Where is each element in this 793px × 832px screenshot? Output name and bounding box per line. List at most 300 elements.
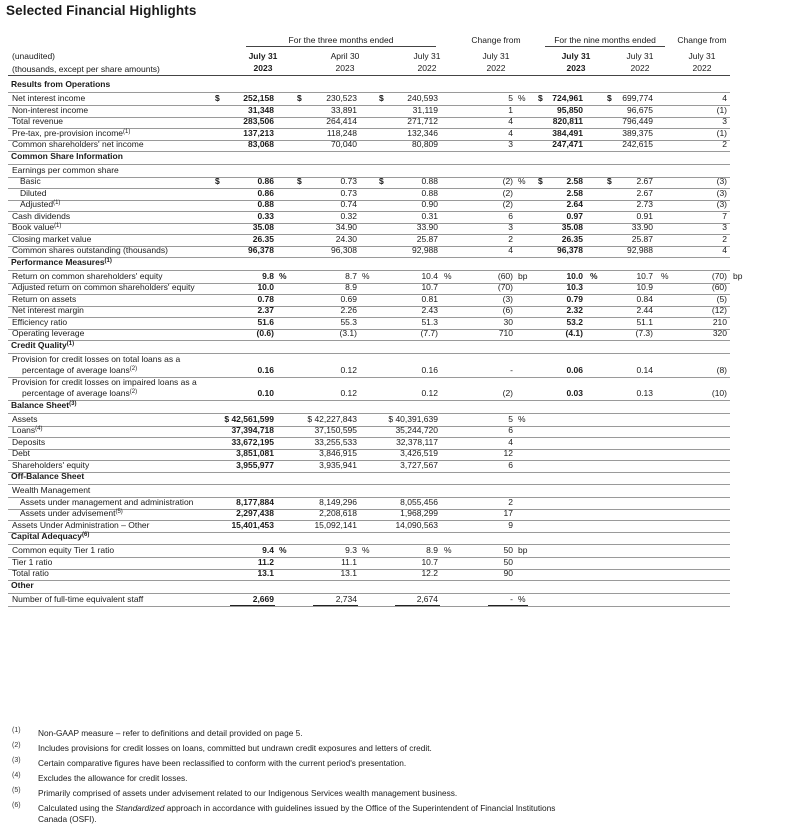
footnote-ref: (2): [129, 388, 138, 395]
row-label-text: Net interest margin: [12, 305, 84, 315]
value-cell: 132,346: [407, 127, 438, 138]
footnote-ref: (1): [66, 340, 75, 347]
section-label: Performance Measures: [11, 256, 105, 267]
footnote-number: (2): [12, 742, 21, 749]
unit-cell: %: [444, 545, 452, 555]
header-col-month: July 31: [688, 51, 716, 61]
value-cell: 10.4: [421, 270, 438, 281]
value-cell: 15,092,141: [314, 519, 357, 530]
row-label-text: Diluted: [20, 187, 47, 198]
row-label-text: Tier 1 ratio: [12, 556, 53, 567]
value-cell: (6): [502, 305, 513, 315]
row-label-text: Net interest income: [12, 93, 86, 103]
value-cell: 0.33: [257, 210, 274, 221]
row-label-text: Pre-tax, pre-provision income: [12, 127, 124, 138]
currency-sign: $: [215, 93, 220, 103]
value-cell: (2): [502, 176, 513, 186]
value-cell: 230,523: [326, 93, 357, 103]
header-col-month: July 31: [482, 51, 510, 61]
value-cell: 95,850: [557, 104, 583, 115]
value-cell: 0.78: [257, 293, 274, 304]
value-cell: (3): [716, 199, 727, 209]
value-cell: 24.30: [335, 233, 357, 244]
value-cell: 6: [508, 459, 513, 470]
row-label-text: Operating leverage: [12, 328, 85, 338]
row-label: Provision for credit losses on impaired loans as a: [12, 376, 197, 387]
value-cell: 0.74: [340, 199, 357, 209]
value-cell: 32,378,117: [396, 436, 438, 447]
header-col-year: 2022: [417, 63, 437, 73]
value-cell: 0.73: [340, 176, 357, 186]
section-label: Results from Operations: [11, 79, 111, 89]
value-cell: 0.31: [421, 210, 438, 221]
value-cell: 80,809: [412, 139, 438, 149]
header-col-month: July 31: [248, 51, 278, 61]
header-col-year: 2023: [253, 63, 273, 73]
value-cell: 92,988: [412, 245, 438, 255]
value-cell: (3): [502, 293, 513, 304]
row-label-text: Common shareholders' net income: [12, 139, 144, 149]
unit-cell: bp: [733, 270, 743, 281]
value-cell: 724,961: [552, 93, 583, 103]
value-cell: (60): [711, 282, 727, 292]
currency-sign: $: [379, 176, 384, 186]
row-label-text: Return on common shareholders' equity: [12, 270, 163, 281]
value-cell: 2.67: [636, 187, 653, 198]
section-header: [11, 531, 311, 542]
value-cell: (2): [502, 187, 513, 198]
value-cell: 0.88: [257, 199, 274, 209]
row-label-text: Number of full-time equivalent staff: [12, 593, 144, 604]
row-label-text: Assets: [12, 413, 38, 424]
value-cell: 0.12: [421, 387, 438, 398]
value-cell: 0.13: [636, 387, 653, 398]
rule-line: [488, 605, 528, 606]
value-cell: 8,055,456: [400, 496, 438, 507]
header-units: (thousands, except per share amounts): [12, 64, 160, 74]
value-cell: 4: [508, 245, 513, 255]
footnote-text: Canada (OSFI).: [38, 814, 97, 824]
value-cell: 31,119: [412, 104, 438, 115]
value-cell: 820,811: [552, 116, 583, 126]
footnote-text-emphasis: Standardized: [115, 803, 165, 813]
footnote-text-part: Calculated using the: [38, 803, 116, 813]
footnote-text-part: approach in accordance with guidelines issued by the Office of the Superintendent of Financial Institutions: [164, 803, 556, 813]
value-cell: (3): [716, 187, 727, 198]
value-cell: 0.88: [421, 187, 438, 198]
value-cell: 8.9: [426, 545, 438, 555]
value-cell: 70,040: [331, 139, 357, 149]
value-cell: 252,158: [243, 93, 274, 103]
value-cell: $ 42,561,599: [224, 413, 274, 424]
section-header: [11, 580, 311, 591]
row-label-text: Debt: [12, 448, 30, 458]
section-label: Balance Sheet: [11, 399, 70, 410]
value-cell: 0.86: [257, 176, 274, 186]
value-cell: 0.03: [566, 387, 583, 398]
value-cell: 3: [722, 222, 727, 232]
value-cell: 5: [508, 413, 513, 424]
value-cell: 710: [498, 328, 513, 338]
value-cell: 2,734: [335, 593, 357, 604]
value-cell: 1,968,299: [400, 508, 438, 518]
row-label-text: Efficiency ratio: [12, 316, 68, 327]
value-cell: 283,506: [243, 116, 274, 126]
footnote-ref: (4): [35, 426, 43, 432]
row-label-text: Total revenue: [12, 116, 64, 126]
value-cell: 2.43: [421, 305, 438, 315]
value-cell: 3: [508, 139, 513, 149]
footnote-ref: (1): [104, 257, 112, 264]
row-label-text: Closing market value: [12, 233, 92, 244]
value-cell: 2,674: [416, 593, 438, 604]
row-label-text: Deposits: [12, 436, 46, 447]
footnote-ref: (1): [53, 200, 61, 206]
value-cell: 3: [722, 116, 727, 126]
value-cell: 35.08: [252, 222, 274, 232]
value-cell: 14,090,563: [395, 519, 438, 530]
value-cell: 31,348: [248, 104, 274, 115]
value-cell: 699,774: [622, 93, 653, 103]
value-cell: (4.1): [565, 328, 583, 338]
header-col-month: April 30: [330, 51, 360, 61]
value-cell: 0.12: [340, 387, 357, 398]
value-cell: (60): [497, 270, 513, 281]
value-cell: 0.79: [566, 293, 583, 304]
value-cell: 2.67: [636, 176, 653, 186]
unit-cell: %: [590, 270, 598, 281]
value-cell: 0.86: [257, 187, 274, 198]
value-cell: 37,150,595: [314, 425, 357, 435]
value-cell: 33,255,533: [314, 436, 357, 447]
header-three-months: For the three months ended: [288, 35, 394, 45]
header-col-month: July 31: [413, 51, 441, 61]
row-label-cont: percentage of average loans: [22, 364, 130, 375]
header-change-from: Change from: [677, 35, 727, 45]
value-cell: 55.3: [340, 316, 357, 327]
section-label: Off-Balance Sheet: [11, 471, 85, 481]
footnote-number: (6): [12, 802, 21, 809]
rule-line: [545, 46, 665, 47]
footnote-text: Primarily comprised of assets under advisement related to our Indigenous Services wealth management business.: [38, 788, 458, 798]
row-label-text: Total ratio: [12, 568, 49, 578]
value-cell: 1: [508, 104, 513, 115]
value-cell: 11.1: [341, 556, 357, 567]
currency-sign: $: [607, 176, 612, 186]
footnote-text: [38, 803, 638, 814]
value-cell: (70): [497, 282, 513, 292]
unit-cell: %: [444, 270, 452, 281]
value-cell: 0.10: [257, 387, 274, 398]
value-cell: 3,846,915: [319, 448, 357, 458]
value-cell: 90: [503, 568, 513, 578]
value-cell: (70): [711, 270, 727, 281]
value-cell: 10.3: [566, 282, 583, 292]
value-cell: 384,491: [552, 127, 583, 138]
row-label-text: Book value: [12, 222, 55, 232]
value-cell: (3.1): [339, 328, 357, 338]
currency-sign: $: [215, 176, 220, 186]
value-cell: 2.26: [340, 305, 357, 315]
value-cell: 3: [508, 222, 513, 232]
value-cell: 0.91: [636, 210, 653, 221]
header-col-month: July 31: [561, 51, 591, 61]
value-cell: 10.7: [421, 556, 438, 567]
row-label-text: Non-interest income: [12, 104, 89, 115]
row-label-text: Common equity Tier 1 ratio: [12, 545, 115, 555]
value-cell: 11.2: [257, 556, 274, 567]
value-cell: (2): [502, 387, 513, 398]
value-cell: 50: [503, 545, 513, 555]
value-cell: 3,935,941: [319, 459, 357, 470]
currency-sign: $: [607, 93, 612, 103]
value-cell: 9: [508, 519, 513, 530]
section-header: [11, 151, 311, 162]
section-label: Common Share Information: [11, 150, 123, 161]
unit-cell: %: [362, 545, 370, 555]
currency-sign: $: [538, 93, 543, 103]
value-cell: 35.08: [561, 222, 583, 232]
value-cell: 3,851,081: [236, 448, 274, 458]
section-label: Capital Adequacy: [11, 531, 83, 541]
value-cell: (1): [716, 127, 727, 138]
footnote-number: (3): [12, 757, 21, 764]
value-cell: 242,615: [622, 139, 653, 149]
value-cell: 0.73: [340, 187, 357, 198]
value-cell: 96,378: [248, 245, 274, 255]
value-cell: 4: [508, 127, 513, 138]
value-cell: 9.3: [345, 545, 357, 555]
value-cell: (3): [716, 176, 727, 186]
value-cell: 118,248: [326, 127, 357, 138]
value-cell: 264,414: [326, 116, 357, 126]
value-cell: -: [510, 364, 513, 375]
rule-line: [313, 605, 358, 606]
value-cell: 83,068: [248, 139, 274, 149]
value-cell: (2): [502, 199, 513, 209]
page-title: Selected Financial Highlights: [6, 3, 197, 18]
value-cell: 92,988: [627, 245, 653, 255]
row-label-text: Assets under advisement: [20, 508, 116, 518]
value-cell: 2: [722, 233, 727, 244]
unit-cell: %: [518, 93, 526, 103]
header-unaudited: (unaudited): [12, 51, 56, 61]
value-cell: 0.12: [340, 364, 357, 375]
value-cell: 0.06: [566, 364, 583, 375]
value-cell: 51.6: [257, 316, 274, 327]
header-change-from: Change from: [471, 35, 521, 45]
value-cell: 8,177,884: [236, 496, 274, 507]
row-label-text: Cash dividends: [12, 210, 71, 221]
value-cell: 3,955,977: [236, 459, 274, 470]
rule-line: [8, 75, 730, 76]
value-cell: 2: [508, 496, 513, 507]
value-cell: (1): [716, 104, 727, 115]
unit-cell: %: [518, 413, 526, 424]
row-label-text: Assets under management and administration: [20, 496, 194, 507]
value-cell: 96,675: [627, 104, 653, 115]
value-cell: 0.81: [421, 293, 438, 304]
value-cell: 0.69: [340, 293, 357, 304]
value-cell: 0.14: [636, 364, 653, 375]
value-cell: 10.7: [421, 282, 438, 292]
value-cell: 33.90: [631, 222, 653, 232]
unit-cell: %: [518, 176, 526, 186]
value-cell: 33.90: [416, 222, 438, 232]
value-cell: -: [510, 593, 513, 604]
row-label-text: Earnings per common share: [12, 164, 119, 175]
value-cell: 8.9: [345, 282, 357, 292]
value-cell: 35,244,720: [395, 425, 438, 435]
unit-cell: %: [362, 270, 370, 281]
value-cell: 4: [722, 245, 727, 255]
row-label-text: Return on assets: [12, 293, 77, 304]
value-cell: 2.58: [566, 187, 583, 198]
rule-line: [395, 605, 440, 606]
value-cell: 320: [712, 328, 727, 338]
footnote-text: Excludes the allowance for credit losses.: [38, 773, 188, 783]
value-cell: 51.3: [421, 316, 438, 327]
rule-line: [8, 606, 730, 607]
section-label: Credit Quality: [11, 339, 67, 350]
header-col-year: 2022: [692, 63, 712, 73]
value-cell: 210: [712, 316, 727, 327]
value-cell: (7.3): [635, 328, 653, 338]
row-label-cont: percentage of average loans: [22, 387, 130, 398]
value-cell: 13.1: [257, 568, 274, 578]
header-col-year: 2022: [630, 63, 650, 73]
value-cell: 0.32: [340, 210, 357, 221]
value-cell: 247,471: [552, 139, 583, 149]
value-cell: (0.6): [256, 328, 274, 338]
value-cell: 51.1: [636, 316, 653, 327]
footnote-ref: (1): [54, 223, 62, 229]
section-label: Other: [11, 579, 34, 590]
value-cell: (5): [716, 293, 727, 304]
value-cell: 10.9: [636, 282, 653, 292]
row-label: Provision for credit losses on total loans as a: [12, 353, 181, 364]
value-cell: 4: [508, 116, 513, 126]
value-cell: 12: [503, 448, 513, 458]
value-cell: 15,401,453: [231, 519, 274, 530]
value-cell: 8,149,296: [319, 496, 357, 507]
value-cell: 0.16: [421, 364, 438, 375]
value-cell: 50: [503, 556, 513, 567]
value-cell: 37,394,718: [231, 425, 274, 435]
row-label-text: Common shares outstanding (thousands): [12, 245, 168, 255]
row-label-text: Adjusted return on common shareholders' equity: [12, 282, 195, 292]
value-cell: 2.58: [566, 176, 583, 186]
footnote-text: Non-GAAP measure – refer to definitions and detail provided on page 5.: [38, 728, 303, 738]
value-cell: 240,593: [407, 93, 438, 103]
unit-cell: %: [279, 545, 287, 555]
currency-sign: $: [297, 93, 302, 103]
value-cell: 0.88: [421, 176, 438, 186]
section-header: [11, 400, 311, 411]
value-cell: (8): [716, 364, 727, 375]
row-label-text: Basic: [20, 176, 41, 186]
value-cell: 2: [508, 233, 513, 244]
unit-cell: bp: [518, 545, 528, 555]
value-cell: 96,378: [557, 245, 583, 255]
unit-cell: %: [661, 270, 669, 281]
value-cell: 6: [508, 425, 513, 435]
currency-sign: $: [538, 176, 543, 186]
value-cell: 7: [722, 210, 727, 221]
value-cell: 33,672,195: [231, 436, 274, 447]
rule-line: [230, 605, 275, 606]
section-header: [11, 257, 311, 268]
value-cell: 2.64: [566, 199, 583, 209]
value-cell: 0.90: [421, 199, 438, 209]
value-cell: 17: [503, 508, 513, 518]
value-cell: $ 42,227,843: [307, 413, 357, 424]
row-label-text: Loans: [12, 425, 36, 435]
currency-sign: $: [297, 176, 302, 186]
value-cell: 137,213: [243, 127, 274, 138]
header-col-year: 2022: [486, 63, 506, 73]
footnote-number: (5): [12, 787, 21, 794]
footnote-text: Certain comparative figures have been reclassified to conform with the current period's presentation.: [38, 758, 407, 768]
value-cell: 3,426,519: [400, 448, 438, 458]
value-cell: 96,308: [331, 245, 357, 255]
row-label-text: Shareholders' equity: [12, 459, 90, 470]
footnote-ref: (6): [82, 532, 90, 538]
row-label: [12, 165, 252, 176]
value-cell: 53.2: [566, 316, 583, 327]
currency-sign: $: [379, 93, 384, 103]
value-cell: $ 40,391,639: [388, 413, 438, 424]
value-cell: 4: [508, 436, 513, 447]
value-cell: (12): [711, 305, 727, 315]
value-cell: (10): [711, 387, 727, 398]
row-label-text: Wealth Management: [12, 485, 91, 495]
value-cell: 9.8: [262, 270, 274, 281]
value-cell: 6: [508, 210, 513, 221]
footnote-ref: (3): [69, 400, 77, 407]
rule-line: [246, 46, 436, 47]
section-header: [11, 340, 311, 351]
value-cell: 10.0: [257, 282, 274, 292]
header-nine-months: For the nine months ended: [554, 35, 656, 45]
footnote-ref: (5): [115, 509, 123, 515]
value-cell: 2.32: [566, 305, 583, 315]
value-cell: 34.90: [335, 222, 357, 232]
value-cell: 9.4: [262, 545, 274, 555]
value-cell: 2,669: [252, 593, 274, 604]
value-cell: 10.0: [566, 270, 583, 281]
row-label-text: Assets Under Administration – Other: [12, 519, 150, 530]
row-label-text: Adjusted: [20, 199, 54, 209]
value-cell: 0.84: [636, 293, 653, 304]
value-cell: 25.87: [416, 233, 438, 244]
header-col-month: July 31: [626, 51, 654, 61]
section-header: [11, 79, 311, 90]
value-cell: 30: [503, 316, 513, 327]
value-cell: 33,891: [331, 104, 357, 115]
unit-cell: %: [518, 593, 526, 604]
value-cell: 13.1: [340, 568, 357, 578]
footnote-number: (4): [12, 772, 21, 779]
unit-cell: bp: [518, 270, 528, 281]
value-cell: 26.35: [561, 233, 583, 244]
value-cell: 2.73: [636, 199, 653, 209]
section-header: [11, 471, 311, 482]
value-cell: (7.7): [420, 328, 438, 338]
header-col-year: 2023: [335, 63, 355, 73]
footnote-number: (1): [12, 727, 21, 734]
value-cell: 25.87: [631, 233, 653, 244]
